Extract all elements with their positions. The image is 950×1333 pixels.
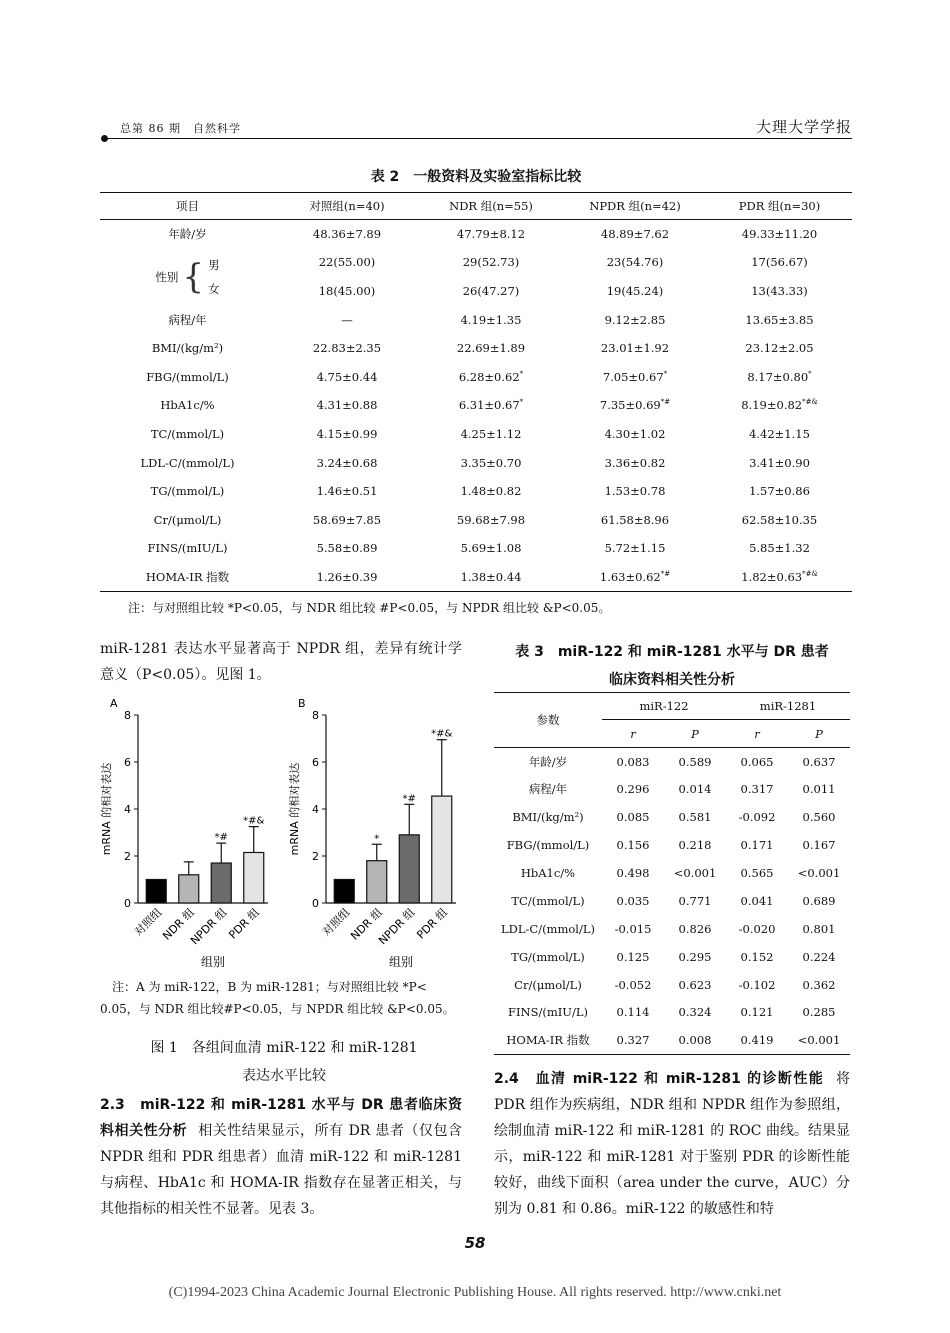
table2-cell: 23.12±2.05 (745, 341, 814, 356)
table2-note: 注：与对照组比较 *P<0.05，与 NDR 组比较 #P<0.05，与 NPDR 组比较 &P<0.05。 (128, 601, 611, 615)
chart-y-axis-label: mRNA 的相对表达 (288, 762, 301, 856)
table2-cell: 5.85±1.32 (749, 541, 810, 556)
table2-sex-cell (100, 248, 275, 305)
table3-cell: 病程/年 (528, 782, 568, 797)
table3-cell: 0.041 (740, 893, 774, 908)
table3-cell: 0.581 (678, 810, 712, 825)
table3-cell: <0.001 (797, 866, 841, 880)
table3-cell: <0.001 (797, 1033, 841, 1048)
chart-significance-label: *#& (243, 815, 265, 827)
table2-header-cell: NPDR 组(n=42) (563, 193, 707, 220)
table2-cell: 13(43.33) (751, 283, 808, 298)
chart-y-axis-label: mRNA 的相对表达 (100, 762, 113, 856)
table2-cell: 5.72±1.15 (604, 541, 666, 556)
table3-cell: 0.589 (678, 754, 712, 769)
chart-significance-label: *#& (431, 728, 453, 740)
table3-cell: 0.085 (616, 810, 650, 825)
table2-cell: TG/(mmol/L) (150, 484, 225, 499)
table2-cell: 13.65±3.85 (745, 312, 814, 327)
table3-cell: 0.114 (616, 1005, 650, 1020)
chart-category-label: PDR 组 (226, 905, 262, 942)
table-row (100, 220, 852, 249)
table2-cell: 19(45.24) (606, 283, 664, 298)
table2-cell: 7.35±0.69*# (599, 398, 671, 413)
table3-cell: 0.419 (740, 1033, 774, 1048)
table3-cell: 0.637 (802, 754, 836, 769)
table3-cell: 0.498 (616, 866, 650, 880)
chart-bar (334, 880, 354, 904)
chart-category-label: NPDR 组 (188, 905, 230, 948)
table2-cell: LDL-C/(mmol/L) (140, 455, 235, 470)
table-row (494, 748, 850, 776)
table-row (494, 803, 850, 831)
table2-cell: 1.26±0.39 (316, 569, 378, 584)
chart-panel-letter: A (110, 697, 118, 710)
table2-sex-label: 性别 (155, 269, 179, 284)
chart-bar (179, 875, 199, 903)
intro-paragraph: miR-1281 表达水平显著高于 NPDR 组，差异有统计学意义（P<0.05）。见图 1。 (100, 641, 462, 683)
figure1-note-line1: 注：A 为 miR-122，B 为 miR-1281；与对照组比较 *P< (112, 980, 427, 994)
table-row (494, 943, 850, 971)
table2-cell: 3.35±0.70 (460, 455, 522, 470)
table-row (100, 534, 852, 563)
table2-cell: 48.89±7.62 (563, 220, 707, 249)
table-row (494, 1026, 850, 1054)
chart-y-tick-label: 8 (124, 709, 131, 722)
table2-cell: 3.24±0.68 (316, 455, 378, 470)
table2-cell: 4.75±0.44 (316, 369, 378, 384)
table-row (494, 859, 850, 887)
header-dot (101, 135, 108, 142)
table2-cell: 1.48±0.82 (460, 484, 522, 499)
table-row (100, 248, 852, 277)
chart-y-tick-label: 8 (312, 709, 319, 722)
table2-cell: TC/(mmol/L) (150, 426, 225, 441)
table3-cell: FBG/(mmol/L) (506, 838, 590, 853)
table2-male-label: 男 (208, 257, 220, 272)
table2-cell: 1.57±0.86 (749, 484, 810, 499)
table3-cell: 0.565 (740, 866, 774, 880)
chart-panel-letter: B (298, 697, 306, 710)
table-row (100, 448, 852, 477)
table3-cell: 0.152 (740, 949, 774, 964)
table2-cell: 8.17±0.80* (747, 369, 812, 384)
chart-x-axis-label: 组别 (388, 955, 414, 968)
header-rule (104, 138, 852, 139)
table3-cell: 0.065 (740, 754, 774, 769)
chart-x-axis-label: 组别 (200, 955, 226, 968)
table2-cell: 48.36±7.89 (275, 220, 419, 249)
table2-cell: HOMA-IR 指数 (145, 569, 230, 584)
table-row (100, 362, 852, 391)
chart-y-tick-label: 2 (124, 850, 131, 863)
table2-cell: 6.28±0.62* (458, 369, 524, 384)
table2-cell: 1.38±0.44 (460, 569, 522, 584)
table3-cell: -0.015 (614, 921, 652, 936)
chart-category-label: NDR 组 (160, 905, 197, 943)
chart-y-tick-label: 2 (312, 850, 319, 863)
table2-header-cell: NDR 组(n=55) (419, 193, 563, 220)
table2-header-cell: PDR 组(n=30) (707, 193, 852, 220)
table3-cell: -0.020 (738, 921, 776, 936)
chart-bar (211, 863, 231, 903)
chart-category-label: PDR 组 (414, 905, 450, 942)
table2-cell: FINS/(mIU/L) (147, 541, 228, 556)
table3-cell: 0.560 (802, 810, 836, 825)
table3-cell: TG/(mmol/L) (511, 949, 585, 964)
section23 (100, 1092, 462, 1222)
table2-cell: 5.69±1.08 (460, 541, 522, 556)
section24 (494, 1066, 850, 1222)
chart-category-label: 对照组 (131, 905, 165, 939)
table3-cell: 0.218 (678, 838, 712, 853)
table2-cell: 9.12±2.85 (604, 312, 666, 327)
table2-cell: 4.42±1.15 (749, 426, 810, 441)
table2-cell: 26(47.27) (462, 283, 520, 298)
table3-cell: 0.035 (616, 893, 650, 908)
table2-cell: 1.46±0.51 (316, 484, 378, 499)
table2-cell: HbA1c/% (160, 398, 215, 413)
table-row (494, 887, 850, 915)
table-row (100, 563, 852, 592)
figure1-note-line2: 0.05，与 NDR 组比较#P<0.05，与 NPDR 组比较 &P<0.05。 (100, 1002, 455, 1016)
table2-female-label: 女 (208, 281, 220, 296)
table3-subheader: r (602, 720, 664, 748)
section24-heading: 2.4 血清 miR-122 和 miR-1281 的诊断性能 (494, 1071, 825, 1087)
chart-y-tick-label: 6 (312, 756, 319, 769)
table2-cell: 23(54.76) (606, 255, 664, 270)
table3-cell: 0.121 (740, 1005, 774, 1020)
table3-cell: -0.092 (738, 810, 776, 825)
table-row (494, 775, 850, 803)
table2-cell: 62.58±10.35 (741, 512, 818, 527)
table2-header-cell: 项目 (100, 193, 275, 220)
table3-cell: 0.689 (802, 893, 836, 908)
running-header-left: 总第 86 期 自然科学 (120, 122, 241, 135)
table3-subheader: P (788, 720, 850, 748)
chart-significance-label: * (374, 833, 380, 845)
page-number: 58 (464, 1234, 486, 1252)
table2-cell: BMI/(kg/m²) (151, 341, 224, 356)
section24-body: 将 PDR 组作为疾病组，NDR 组和 NPDR 组作为参照组，绘制血清 miR-122 和 miR-1281 的 ROC 曲线。结果显示，miR-122 和 miR-1281 对于鉴别 PDR 的诊断性能较好，曲线下面积（area under the curve，AUC）分别为 0.81 和 0.86。miR-122 的敏感性和特 (494, 1071, 850, 1217)
table3-cell: HOMA-IR 指数 (506, 1033, 590, 1048)
table3-cell: 0.171 (740, 838, 774, 853)
table3-cell: Cr/(μmol/L) (514, 977, 582, 992)
table2-cell: — (341, 312, 353, 327)
chart-category-label: NDR 组 (348, 905, 385, 943)
table2-cell: 1.82±0.63*#& (741, 569, 818, 584)
table2-cell: 29(52.73) (462, 255, 520, 270)
table2-cell: 22(55.00) (318, 255, 376, 270)
table3-caption-line1: 表 3 miR-122 和 miR-1281 水平与 DR 患者 (515, 644, 829, 660)
figure1-bar-charts (100, 690, 470, 968)
table3-cell: 0.011 (802, 782, 836, 797)
table3-cell: 0.317 (740, 782, 774, 797)
table3-cell: <0.001 (673, 866, 717, 880)
table3-cell: -0.102 (738, 977, 776, 992)
table2-cell: 4.31±0.88 (316, 398, 378, 413)
table2-cell: 1.63±0.62*# (599, 569, 671, 584)
table3-cell: 年龄/岁 (528, 754, 568, 769)
table3-cell: 0.083 (616, 754, 650, 769)
section23-heading: 2.3 miR-122 和 miR-1281 水平与 DR 患者临床资料相关性分析 (100, 1097, 462, 1139)
figure1-caption (100, 1034, 468, 1090)
table-row (100, 305, 852, 334)
chart-category-label: 对照组 (319, 905, 353, 939)
table3-caption-line2: 临床资料相关性分析 (609, 672, 735, 688)
chart-bar (367, 861, 387, 903)
table2-caption: 表 2 一般资料及实验室指标比较 (370, 169, 582, 185)
table2-cell: 23.01±1.92 (600, 341, 670, 356)
table2-cell: 58.69±7.85 (312, 512, 382, 527)
table2-cell: 4.15±0.99 (316, 426, 378, 441)
chart-bar (399, 835, 419, 903)
table-row (100, 477, 852, 506)
table2-cell: 7.05±0.67* (602, 369, 668, 384)
table3-cell: HbA1c/% (520, 866, 576, 880)
table2-header-cell: 对照组(n=40) (275, 193, 419, 220)
table2-cell: 6.31±0.67* (458, 398, 524, 413)
chart-bar (146, 880, 166, 904)
chart-significance-label: *# (402, 793, 416, 805)
table3-param-header: 参数 (494, 693, 602, 748)
table3-cell: 0.801 (802, 921, 836, 936)
table2-cell: 1.53±0.78 (604, 484, 666, 499)
table2-cell: 22.83±2.35 (312, 341, 382, 356)
table-row (100, 420, 852, 449)
table3-subheader: P (664, 720, 726, 748)
chart-bar (432, 796, 452, 903)
chart-significance-label: *# (214, 832, 228, 844)
table2-cell: 8.19±0.82*#& (741, 398, 818, 413)
running-header-right: 大理大学学报 (755, 118, 852, 136)
table3-cell: 0.826 (678, 921, 712, 936)
table3-cell: 0.125 (616, 949, 650, 964)
chart-y-tick-label: 0 (124, 897, 131, 910)
table2-cell: 61.58±8.96 (600, 512, 670, 527)
table2-cell: Cr/(μmol/L) (153, 512, 222, 527)
table2-cell: 4.19±1.35 (460, 312, 522, 327)
table3-caption (494, 638, 850, 694)
table3 (494, 692, 850, 1055)
chart-y-tick-label: 4 (312, 803, 319, 816)
table2 (100, 192, 852, 592)
table-row (100, 334, 852, 363)
figure1-caption-line1: 图 1 各组间血清 miR-122 和 miR-1281 (150, 1040, 418, 1056)
table3-cell: 0.296 (616, 782, 650, 797)
figure1-caption-line2: 表达水平比较 (242, 1068, 326, 1084)
table3-cell: 0.014 (678, 782, 712, 797)
table2-cell: 18(45.00) (318, 283, 376, 298)
table-row (100, 391, 852, 420)
table3-cell: 0.362 (802, 977, 836, 992)
table3-subheader: r (726, 720, 788, 748)
table2-cell: 4.30±1.02 (604, 426, 666, 441)
table2-cell: 年龄/岁 (100, 220, 275, 249)
table3-cell: TC/(mmol/L) (511, 893, 585, 908)
table3-group-header: miR-1281 (726, 693, 850, 720)
table3-cell: -0.052 (614, 977, 652, 992)
table2-cell: 59.68±7.98 (456, 512, 526, 527)
table2-cell: 3.41±0.90 (749, 455, 810, 470)
table3-cell: 0.167 (802, 838, 836, 853)
table2-cell: 4.25±1.12 (460, 426, 522, 441)
table3-cell: 0.623 (678, 977, 712, 992)
figure1-note (100, 976, 468, 1020)
table3-cell: 0.327 (616, 1033, 650, 1048)
table2-cell: FBG/(mmol/L) (146, 369, 229, 384)
table2-cell: 病程/年 (168, 312, 207, 327)
table3-cell: 0.224 (802, 949, 836, 964)
table-row (494, 831, 850, 859)
table3-cell: BMI/(kg/m²) (512, 810, 584, 825)
copyright-footer: (C)1994-2023 China Academic Journal Electronic Publishing House. All rights reserved. http://www.cnki.net (168, 1285, 782, 1300)
chart-y-tick-label: 0 (312, 897, 319, 910)
table3-cell: LDL-C/(mmol/L) (501, 921, 595, 936)
table-row (100, 505, 852, 534)
table3-group-header: miR-122 (602, 693, 726, 720)
table3-cell: 0.008 (678, 1033, 712, 1048)
table2-cell: 17(56.67) (751, 255, 808, 270)
table3-cell: 0.156 (616, 838, 650, 853)
table3-cell: 0.285 (802, 1005, 836, 1020)
table2-cell: 5.58±0.89 (316, 541, 378, 556)
table2-cell: 3.36±0.82 (604, 455, 666, 470)
table3-cell: 0.324 (678, 1005, 712, 1020)
chart-y-tick-label: 4 (124, 803, 131, 816)
chart-bar (244, 852, 264, 903)
table3-cell: 0.295 (678, 949, 712, 964)
table2-cell: 22.69±1.89 (456, 341, 526, 356)
chart-y-tick-label: 6 (124, 756, 131, 769)
table3-cell: 0.771 (678, 893, 712, 908)
section23-body: 相关性结果显示，所有 DR 患者（仅包含 NPDR 组和 PDR 组患者）血清 miR-122 和 miR-1281 与病程、HbA1c 和 HOMA-IR 指数存在显著正相关，与其他指标的相关性不显著。见表 3。 (100, 1123, 463, 1217)
table-row (494, 971, 850, 999)
table-row (494, 915, 850, 943)
table2-cell: 47.79±8.12 (419, 220, 563, 249)
chart-category-label: NPDR 组 (376, 905, 418, 948)
table2-cell: 49.33±11.20 (707, 220, 852, 249)
table3-cell: FINS/(mIU/L) (508, 1005, 588, 1020)
brace-icon: { (182, 256, 205, 297)
table-row (494, 999, 850, 1027)
